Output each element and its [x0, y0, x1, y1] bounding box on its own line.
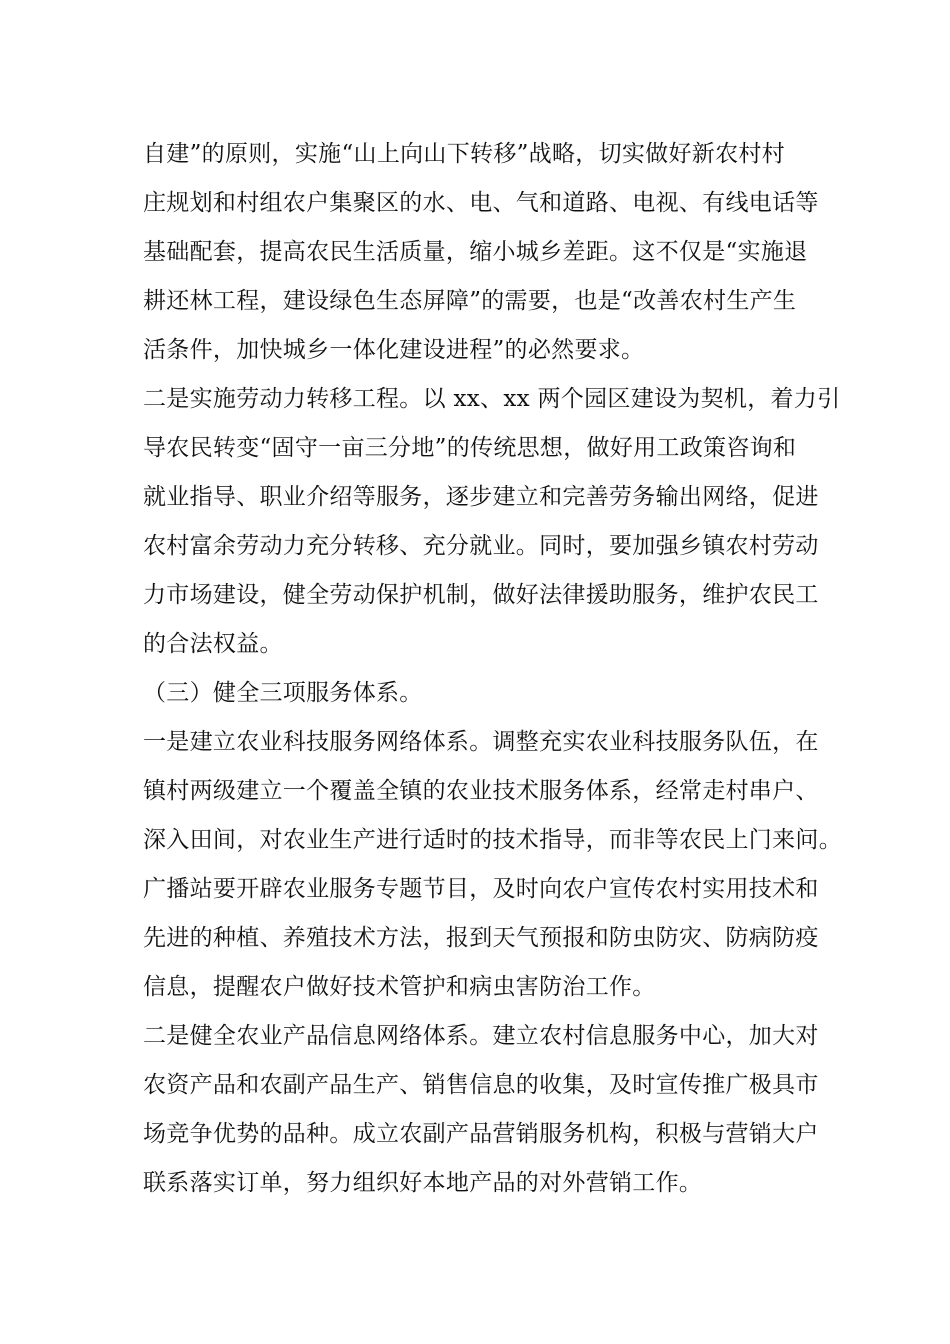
text-line: 先进的种植、养殖技术方法，报到天气预报和防虫防灾、防病防疫 — [143, 925, 819, 951]
section-heading: （三）健全三项服务体系。 — [143, 680, 423, 706]
text-line: 耕还林工程，建设绿色生态屏障”的需要，也是“改善农村生产生 — [143, 288, 797, 314]
text-line: 广播站要开辟农业服务专题节目，及时向农户宣传农村实用技术和 — [143, 876, 819, 902]
text-line: 镇村两级建立一个覆盖全镇的农业技术服务体系，经常走村串户、 — [143, 778, 819, 804]
text-line: 联系落实订单，努力组织好本地产品的对外营销工作。 — [143, 1170, 703, 1196]
text-line: 自建”的原则，实施“山上向山下转移”战略，切实做好新农村村 — [143, 141, 785, 167]
text-line: 深入田间，对农业生产进行适时的技术指导，而非等农民上门来问。 — [143, 827, 842, 853]
text-line: 二是健全农业产品信息网络体系。建立农村信息服务中心，加大对 — [143, 1023, 819, 1049]
text-line: 就业指导、职业介绍等服务，逐步建立和完善劳务输出网络，促进 — [143, 484, 819, 510]
text-line: 导农民转变“固守一亩三分地”的传统思想，做好用工政策咨询和 — [143, 435, 797, 461]
text-line: 一是建立农业科技服务网络体系。调整充实农业科技服务队伍，在 — [143, 729, 819, 755]
text-line: 二是实施劳动力转移工程。以 xx、xx 两个园区建设为契机，着力引 — [143, 386, 841, 412]
text-line: 庄规划和村组农户集聚区的水、电、气和道路、电视、有线电话等 — [143, 190, 819, 216]
text-line: 活条件，加快城乡一体化建设进程”的必然要求。 — [143, 337, 645, 363]
text-line: 农资产品和农副产品生产、销售信息的收集，及时宣传推广极具市 — [143, 1072, 819, 1098]
text-line: 力市场建设，健全劳动保护机制，做好法律援助服务，维护农民工 — [143, 582, 819, 608]
text-line: 的合法权益。 — [143, 631, 283, 657]
text-line: 信息，提醒农户做好技术管护和病虫害防治工作。 — [143, 974, 656, 1000]
text-line: 农村富余劳动力充分转移、充分就业。同时，要加强乡镇农村劳动 — [143, 533, 819, 559]
text-line: 基础配套，提高农民生活质量，缩小城乡差距。这不仅是“实施退 — [143, 239, 808, 265]
text-line: 场竞争优势的品种。成立农副产品营销服务机构，积极与营销大户 — [143, 1121, 819, 1147]
document-body — [143, 130, 842, 1208]
